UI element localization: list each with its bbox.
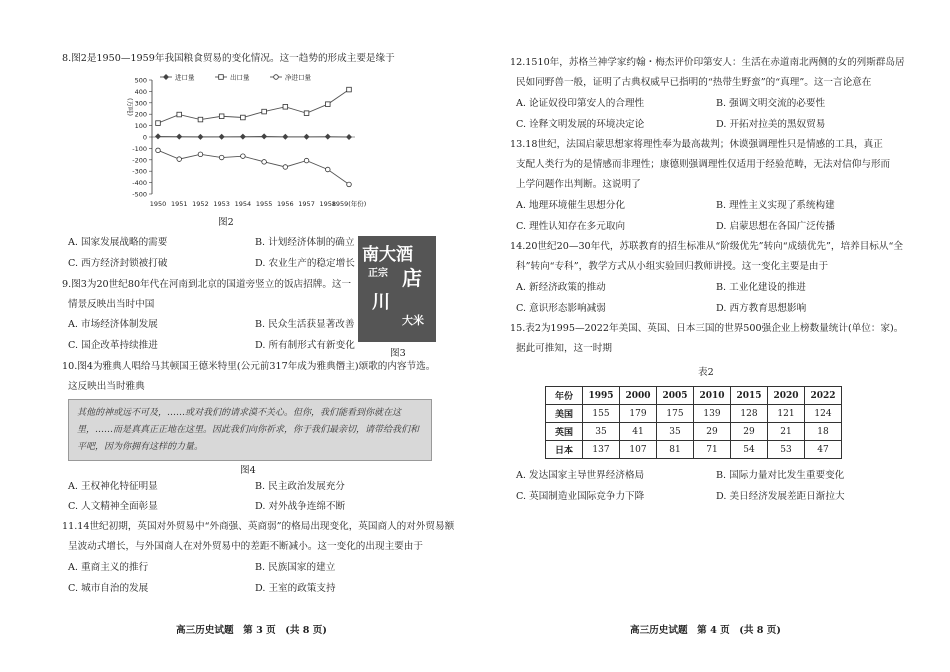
table-cell: 128	[731, 405, 768, 423]
left-page	[0, 0, 470, 672]
q10-option-d[interactable]: D. 对外战争连绵不断	[255, 501, 346, 512]
table-header-cell: 2000	[620, 387, 657, 405]
table-header-cell: 年份	[546, 387, 583, 405]
q13-option-d[interactable]: D. 启蒙思想在各国广泛传播	[716, 221, 835, 232]
table-cell: 18	[805, 423, 842, 441]
q14-stem-line-2: 科”转向“专科”，教学方式从小组实验回归教师讲授。这一变化主要是由于	[516, 261, 829, 272]
table-cell: 139	[694, 405, 731, 423]
data-point	[241, 154, 246, 159]
table-header-cell: 2015	[731, 387, 768, 405]
table-cell: 29	[694, 423, 731, 441]
series-line-2	[158, 150, 349, 184]
q8-option-c[interactable]: C. 西方经济封锁被打破	[68, 258, 168, 269]
series-line-1	[158, 90, 349, 124]
q10-option-b[interactable]: B. 民主政治发展充分	[255, 481, 345, 492]
table-header-cell: 2020	[768, 387, 805, 405]
x-tick-label: 1955	[255, 200, 273, 208]
data-point	[304, 158, 309, 163]
data-point	[177, 157, 182, 162]
fortune500-table	[545, 386, 842, 459]
table-cell: 179	[620, 405, 657, 423]
q15-stem-line-1: 15.表2为1995—2022年美国、英国、日本三国的世界500强企业上榜数量统计(单位：家)。	[510, 323, 904, 334]
q8-option-b[interactable]: B. 计划经济体制的确立	[255, 237, 355, 248]
page-4-footer: 高三历史试题 第 4 页 (共 8 页)	[630, 625, 781, 636]
fig2-caption: 图2	[218, 217, 234, 228]
restaurant-sign-photo	[358, 236, 436, 342]
table-cell: 29	[731, 423, 768, 441]
data-point	[219, 134, 225, 140]
q12-option-c[interactable]: C. 诠释文明发展的环境决定论	[516, 119, 645, 130]
table-header-cell: 2010	[694, 387, 731, 405]
table-cell: 54	[731, 441, 768, 459]
photo-text-3: 正宗	[368, 268, 388, 279]
legend-marker	[219, 75, 224, 80]
x-tick-label: 1953	[213, 200, 230, 208]
data-point	[347, 182, 352, 187]
legend-label: 净进口量	[285, 73, 311, 82]
hymn-line-1: 其他的神或远不可及，……或对我们的请求漠不关心。但你，我们能看到你就在这	[77, 408, 402, 418]
y-tick-label: -100	[132, 144, 147, 153]
page-3-footer: 高三历史试题 第 3 页 (共 8 页)	[176, 625, 327, 636]
data-point	[283, 104, 288, 109]
q15-option-a[interactable]: A. 发达国家主导世界经济格局	[516, 470, 645, 481]
data-point	[155, 133, 161, 139]
q15-option-b[interactable]: B. 国际力量对比发生重要变化	[716, 470, 845, 481]
data-point	[325, 102, 330, 107]
y-tick-label: -500	[132, 190, 147, 199]
q13-option-c[interactable]: C. 理性认知存在多元取向	[516, 221, 626, 232]
data-point	[262, 160, 267, 165]
legend-marker	[274, 75, 279, 80]
x-tick-label: 1956	[277, 200, 294, 208]
q8-option-a[interactable]: A. 国家发展战略的需要	[68, 237, 168, 248]
y-tick-label: 200	[134, 110, 147, 119]
hymn-excerpt-box	[68, 399, 432, 461]
x-tick-label: 1950	[149, 200, 167, 208]
data-point	[325, 167, 330, 172]
legend-label: 出口量	[230, 73, 250, 82]
q11-option-c[interactable]: C. 城市自治的发展	[68, 583, 149, 594]
q14-stem-line-1: 14.20世纪20—30年代，苏联教育的招生标准从“阶级优先”转向“成绩优先”，培养目标从“全	[510, 241, 903, 252]
table-header-row	[546, 387, 842, 405]
q8-stem: 8.图2是1950—1959年我国粮食贸易的变化情况。这一趋势的形成主要是缘于	[62, 53, 395, 64]
data-point	[219, 114, 224, 119]
data-point	[261, 133, 267, 139]
q9-stem-line-1: 9.图3为20世纪80年代在河南到北京的国道旁竖立的饭店招牌。这一	[62, 279, 352, 290]
table-cell: 137	[583, 441, 620, 459]
photo-text-4: 川	[372, 292, 390, 313]
q13-option-b[interactable]: B. 理性主义实现了系统构建	[716, 200, 835, 211]
fig4-caption: 图4	[240, 465, 256, 476]
q9-option-a[interactable]: A. 市场经济体制发展	[68, 319, 158, 330]
q10-option-a[interactable]: A. 王权神化特征明显	[68, 481, 158, 492]
q9-option-b[interactable]: B. 民众生活获显著改善	[255, 319, 355, 330]
hymn-line-3: 平吧，因为你拥有这样的力量。	[77, 442, 204, 452]
data-point	[283, 165, 288, 170]
table-cell: 35	[583, 423, 620, 441]
q11-option-a[interactable]: A. 重商主义的推行	[68, 562, 149, 573]
x-tick-label: 1951	[170, 200, 188, 208]
data-point	[304, 111, 309, 116]
y-tick-label: 300	[134, 99, 147, 108]
y-tick-label: -200	[132, 156, 147, 165]
photo-text-2: 店	[402, 266, 422, 290]
table-cell: 124	[805, 405, 842, 423]
table-cell: 53	[768, 441, 805, 459]
q12-stem-line-1: 12.1510年，苏格兰神学家约翰・梅杰评价印第安人：生活在赤道南北两侧的女的列斯群岛居	[510, 57, 905, 68]
x-tick-label: 1958	[319, 200, 337, 208]
right-page	[478, 0, 950, 672]
q14-option-b[interactable]: B. 工业化建设的推进	[716, 282, 806, 293]
data-point	[262, 109, 267, 114]
table-cell: 71	[694, 441, 731, 459]
q11-option-b[interactable]: B. 民族国家的建立	[255, 562, 336, 573]
q12-stem-line-2: 民如同野兽一般，证明了古典权威早已指明的“热带生野蛮”的“真理”。这一言论意在	[516, 77, 872, 88]
table-cell: 107	[620, 441, 657, 459]
q12-option-a[interactable]: A. 论证奴役印第安人的合理性	[516, 98, 645, 109]
table-header-cell: 2005	[657, 387, 694, 405]
table-cell: 美国	[546, 405, 583, 423]
q8-option-d[interactable]: D. 农业生产的稳定增长	[255, 258, 355, 269]
y-tick-label: 100	[134, 122, 147, 131]
data-point	[219, 155, 224, 160]
x-tick-label: 1952	[192, 200, 209, 208]
y-tick-label: 400	[134, 87, 147, 96]
table-cell: 41	[620, 423, 657, 441]
table-row	[546, 405, 842, 423]
x-tick-label: 1957	[298, 200, 315, 208]
q10-stem-line-2: 这反映出当时雅典	[68, 381, 145, 392]
grain-trade-chart	[120, 72, 370, 212]
q14-option-d[interactable]: D. 西方教育思想影响	[716, 303, 807, 314]
table-cell: 81	[657, 441, 694, 459]
x-tick-label: 1959(年份)	[331, 200, 367, 208]
q9-option-c[interactable]: C. 国企改革持续推进	[68, 340, 158, 351]
data-point	[282, 134, 288, 140]
table-cell: 日本	[546, 441, 583, 459]
photo-text-1: 南大酒	[362, 245, 413, 265]
table-cell: 121	[768, 405, 805, 423]
table-cell: 175	[657, 405, 694, 423]
y-axis-label: (万吨)	[126, 98, 134, 117]
data-point	[198, 117, 203, 122]
table-header-cell: 2022	[805, 387, 842, 405]
data-point	[241, 115, 246, 120]
table-header-cell: 1995	[583, 387, 620, 405]
x-tick-label: 1954	[234, 200, 252, 208]
table-row	[546, 423, 842, 441]
table-cell: 155	[583, 405, 620, 423]
data-point	[177, 112, 182, 117]
q14-option-c[interactable]: C. 意识形态影响减弱	[516, 303, 606, 314]
hymn-line-2: 里，……而是真真正正地在这里。因此我们向你祈求，你于我们最亲切，请带给我们和	[77, 425, 420, 435]
y-tick-label: -400	[132, 179, 147, 188]
q13-stem-line-3: 上学问题作出判断。这说明了	[516, 179, 641, 190]
data-point	[346, 134, 352, 140]
data-point	[197, 134, 203, 140]
q11-stem-line-1: 11.14世纪初期，英国对外贸易中“外商强、英商弱”的格局出现变化，英国商人的对外贸易额	[62, 521, 455, 532]
q11-stem-line-2: 呈波动式增长，与外国商人在对外贸易中的差距不断减小。这一变化的出现主要由于	[68, 541, 423, 552]
data-point	[304, 134, 310, 140]
data-point	[347, 87, 352, 92]
y-tick-label: 500	[134, 76, 147, 85]
q10-stem-line-1: 10.图4为雅典人唱给马其顿国王德米特里(公元前317年成为雅典僭主)颂歌的内容节选。	[62, 361, 436, 372]
legend-marker	[163, 74, 169, 80]
table-cell: 英国	[546, 423, 583, 441]
q15-option-d[interactable]: D. 美日经济发展差距日渐拉大	[716, 491, 845, 502]
data-point	[176, 134, 182, 140]
q9-option-d[interactable]: D. 所有制形式有新变化	[255, 340, 355, 351]
table-cell: 47	[805, 441, 842, 459]
q13-stem-line-2: 支配人类行为的是情感而非理性；康德则强调理性仅适用于经验范畴，无法对信仰与形而	[516, 159, 891, 170]
data-point	[156, 148, 161, 153]
fig3-caption: 图3	[390, 348, 406, 359]
q12-option-b[interactable]: B. 强调文明交流的必要性	[716, 98, 826, 109]
q10-option-c[interactable]: C. 人文精神全面彰显	[68, 501, 158, 512]
q13-option-a[interactable]: A. 地理环境催生思想分化	[516, 200, 625, 211]
q15-stem-line-2: 据此可推知，这一时期	[516, 343, 612, 354]
data-point	[325, 134, 331, 140]
table2-caption: 表2	[698, 367, 714, 378]
data-point	[156, 121, 161, 126]
data-point	[198, 152, 203, 157]
y-tick-label: 0	[142, 133, 147, 142]
q14-option-a[interactable]: A. 新经济政策的推动	[516, 282, 606, 293]
q12-option-d[interactable]: D. 开拓对拉美的黑奴贸易	[716, 119, 826, 130]
legend-label: 进口量	[175, 73, 195, 82]
table-row	[546, 441, 842, 459]
q13-stem-line-1: 13.18世纪，法国启蒙思想家将理性奉为最高裁判；休谟强调理性只是情感的工具，真正	[510, 139, 883, 150]
y-tick-label: -300	[132, 167, 147, 176]
table-cell: 35	[657, 423, 694, 441]
data-point	[240, 134, 246, 140]
q11-option-d[interactable]: D. 王室的政策支持	[255, 583, 336, 594]
q9-stem-line-2: 情景反映出当时中国	[68, 299, 155, 310]
photo-text-5: 大米	[402, 314, 424, 327]
q15-option-c[interactable]: C. 英国制造业国际竞争力下降	[516, 491, 645, 502]
table-cell: 21	[768, 423, 805, 441]
series-line-0	[158, 136, 349, 137]
